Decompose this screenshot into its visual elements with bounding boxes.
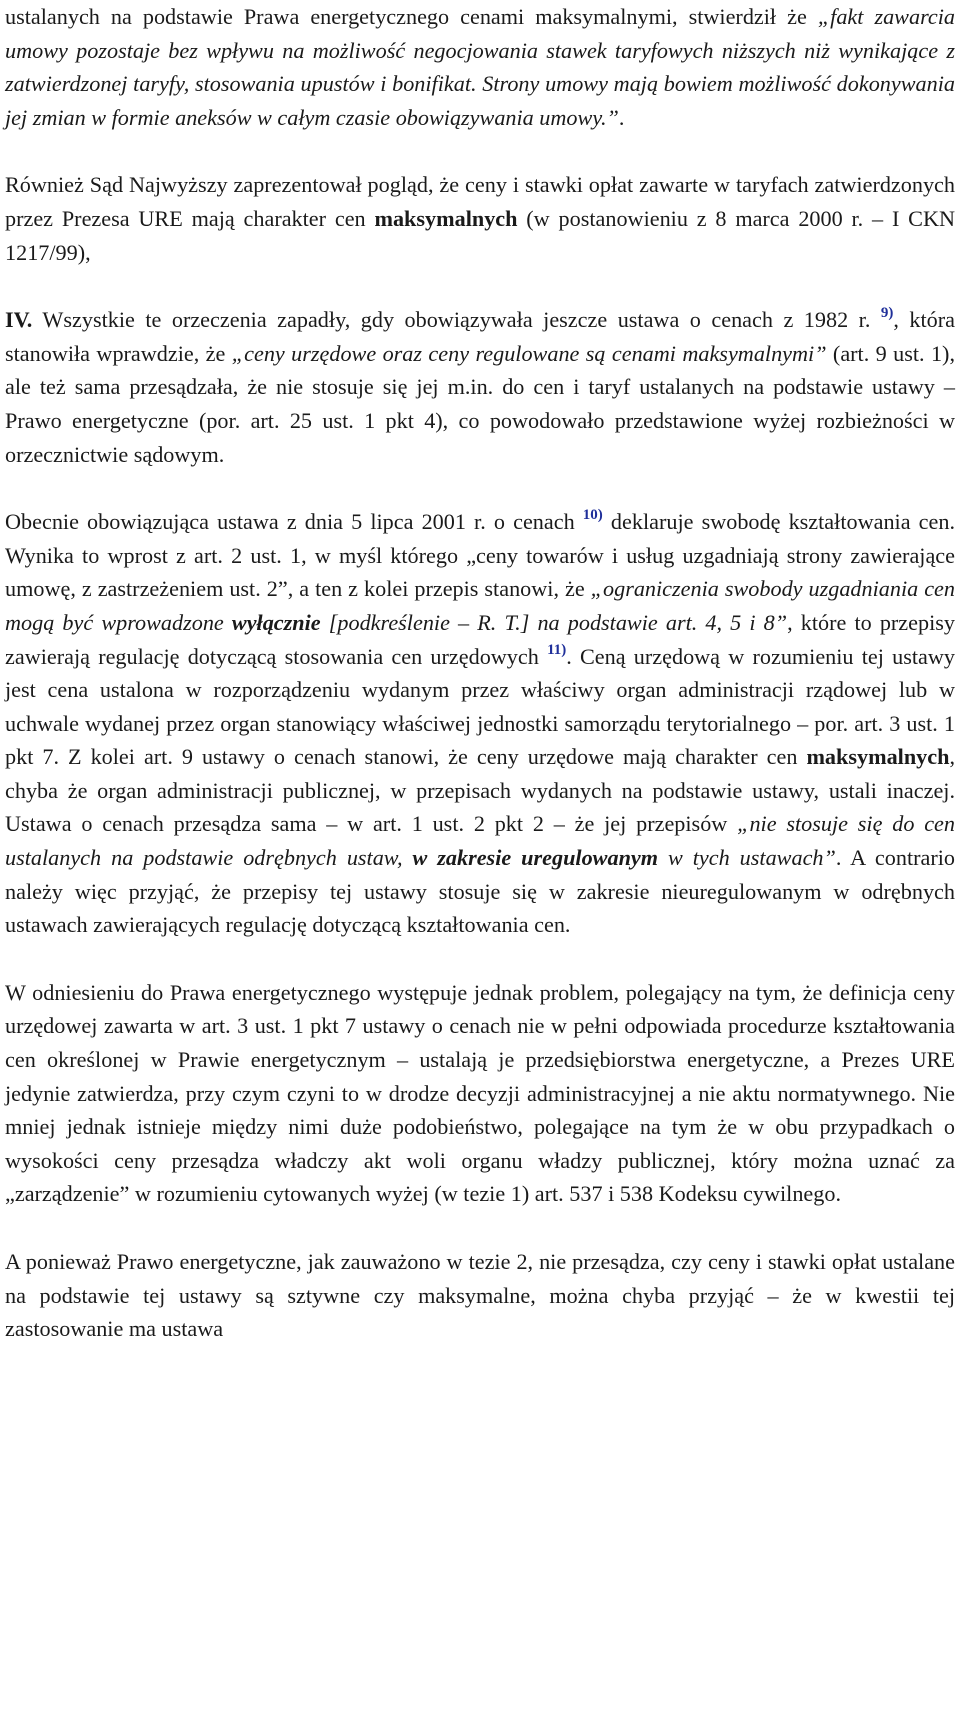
paragraph-gap — [5, 1211, 955, 1245]
footnote-marker: 9) — [880, 305, 894, 322]
text-segment: „ograniczenia swobody uzgadniania cen mogą być wprowadzone — [5, 576, 955, 635]
text-segment: „fakt zawarcia umowy pozostaje bez wpływu na możliwość negocjowania stawek taryfowych niższych niż wynikające z zatwierdzonej taryfy, stosowania upustów i bonifikat. — [5, 4, 955, 97]
text-segment: maksymalnych — [806, 744, 950, 770]
footnote-marker: 10) — [582, 507, 603, 524]
text-segment: maksymalnych — [374, 205, 518, 231]
text-segment: wyłącznie — [231, 609, 321, 635]
paragraph-gap — [5, 134, 955, 168]
footnote-marker: 11) — [547, 641, 567, 658]
text-segment: „nie stosuje się do cen ustalanych na podstawie odrębnych ustaw, — [5, 811, 956, 871]
text-segment: . — [618, 104, 625, 130]
text-segment: deklaruje swobodę kształtowania cen. Wynika to wprost z art. 2 ust. 1, w myśl którego „ceny towarów i usług uzgadniają strony zawierające umowę, z zastrzeżeniem ust. 2”, a ten z kolei przepis stanowi, że — [5, 509, 956, 602]
paragraph-gap — [5, 942, 955, 976]
paragraph-2 — [5, 168, 955, 269]
text-segment: Również Sąd Najwyższy zaprezentował pogląd, że ceny i stawki opłat zawarte w taryfach zatwierdzonych przez Prezesa URE mają charakter cen — [5, 172, 955, 231]
text-segment: [podkreślenie – R. T.] na podstawie art. 4, 5 i 8” — [320, 609, 788, 635]
paragraph-1 — [5, 0, 955, 134]
text-segment: „ceny urzędowe oraz ceny regulowane są cenami maksymalnymi” — [231, 340, 827, 366]
paragraph-5 — [5, 976, 955, 1211]
text-segment: IV. — [5, 307, 33, 333]
paragraph-4 — [5, 505, 955, 942]
text-segment: . A contrario należy więc przyjąć, że przepisy tej ustawy stosuje się w zakresie nieuregulowanym w odrębnych ustawach zawierających regulację dotyczącą kształtowania cen. — [5, 845, 955, 938]
paragraph-gap — [5, 269, 955, 303]
paragraph-3 — [5, 303, 955, 471]
paragraph-6 — [5, 1245, 955, 1346]
text-segment: , które to przepisy zawierają regulację dotyczącą stosowania cen urzędowych — [5, 609, 955, 669]
text-segment: (art. 9 ust. 1), ale też sama przesądzała, że nie stosuje się jej m.in. do cen i taryf ustalanych na podstawie ustawy – Prawo energetyczne (por. art. 25 ust. 1 pkt 4), co powodowało przedstawione wyżej rozbieżności w orzecznictwie sądowym. — [5, 340, 955, 467]
paragraph-gap — [5, 471, 955, 505]
text-segment: (w postanowieniu z 8 marca 2000 r. – I CKN 1217/99), — [5, 205, 955, 265]
text-segment: w zakresie uregulowanym — [412, 845, 659, 871]
text-segment: . Ceną urzędową w rozumieniu tej ustawy jest cena ustalona w rozporządzeniu wydanym przez właściwy organ administracji rządowej lub w uchwale wydanej przez organ stanowiący właściwej jednostki samorządu terytorialnego – por. art. 3 ust. 1 pkt 7. Z kolei art. 9 ustawy o cenach stanowi, że ceny urzędowe mają charakter cen — [5, 643, 955, 770]
text-segment: ustalanych na podstawie Prawa energetycznego cenami maksymalnymi, stwierdził że — [5, 4, 818, 29]
text-segment: Strony umowy mają bowiem możliwość dokonywania jej zmian w formie aneksów w całym czasie obowiązywania umowy.” — [5, 71, 955, 130]
text-segment: , która stanowiła wprawdzie, że — [5, 307, 956, 366]
text-segment: Obecnie obowiązująca ustawa z dnia 5 lipca 2001 r. o cenach — [5, 509, 583, 535]
text-segment: w tych ustawach” — [658, 845, 836, 871]
text-segment: Wszystkie te orzeczenia zapadły, gdy obowiązywała jeszcze ustawa o cenach z 1982 r. — [32, 307, 881, 333]
text-segment: , chyba że organ administracji publicznej, w przepisach wydanych na podstawie ustawy, ustali inaczej. Ustawa o cenach przesądza sama – w art. 1 ust. 2 pkt 2 – że jej przepisów — [5, 744, 955, 837]
text-segment: A ponieważ Prawo energetyczne, jak zauważono w tezie 2, nie przesądza, czy ceny i stawki opłat ustalane na podstawie tej ustawy są sztywne czy maksymalne, można chyba przyjąć – że w kwestii tej zastosowanie ma ustawa — [5, 1249, 955, 1342]
text-segment: W odniesieniu do Prawa energetycznego występuje jednak problem, polegający na tym, że definicja ceny urzędowej zawarta w art. 3 ust. 1 pkt 7 ustawy o cenach nie w pełni odpowiada procedurze kształtowania cen określonej w Prawie energetycznym – ustalają je przedsiębiorstwa energetyczne, a Prezes URE jedynie zatwierdza, przy czym czyni to w drodze decyzji administracyjnej a nie aktu normatywnego. Nie mniej jednak istnieje między nimi duże podobieństwo, polegające na tym że w obu przypadkach o wysokości ceny przesądza władczy akt woli organu władzy publicznej, który można uznać za „zarządzenie” w rozumieniu cytowanych wyżej (w tezie 1) art. 537 i 538 Kodeksu cywilnego. — [5, 979, 955, 1207]
